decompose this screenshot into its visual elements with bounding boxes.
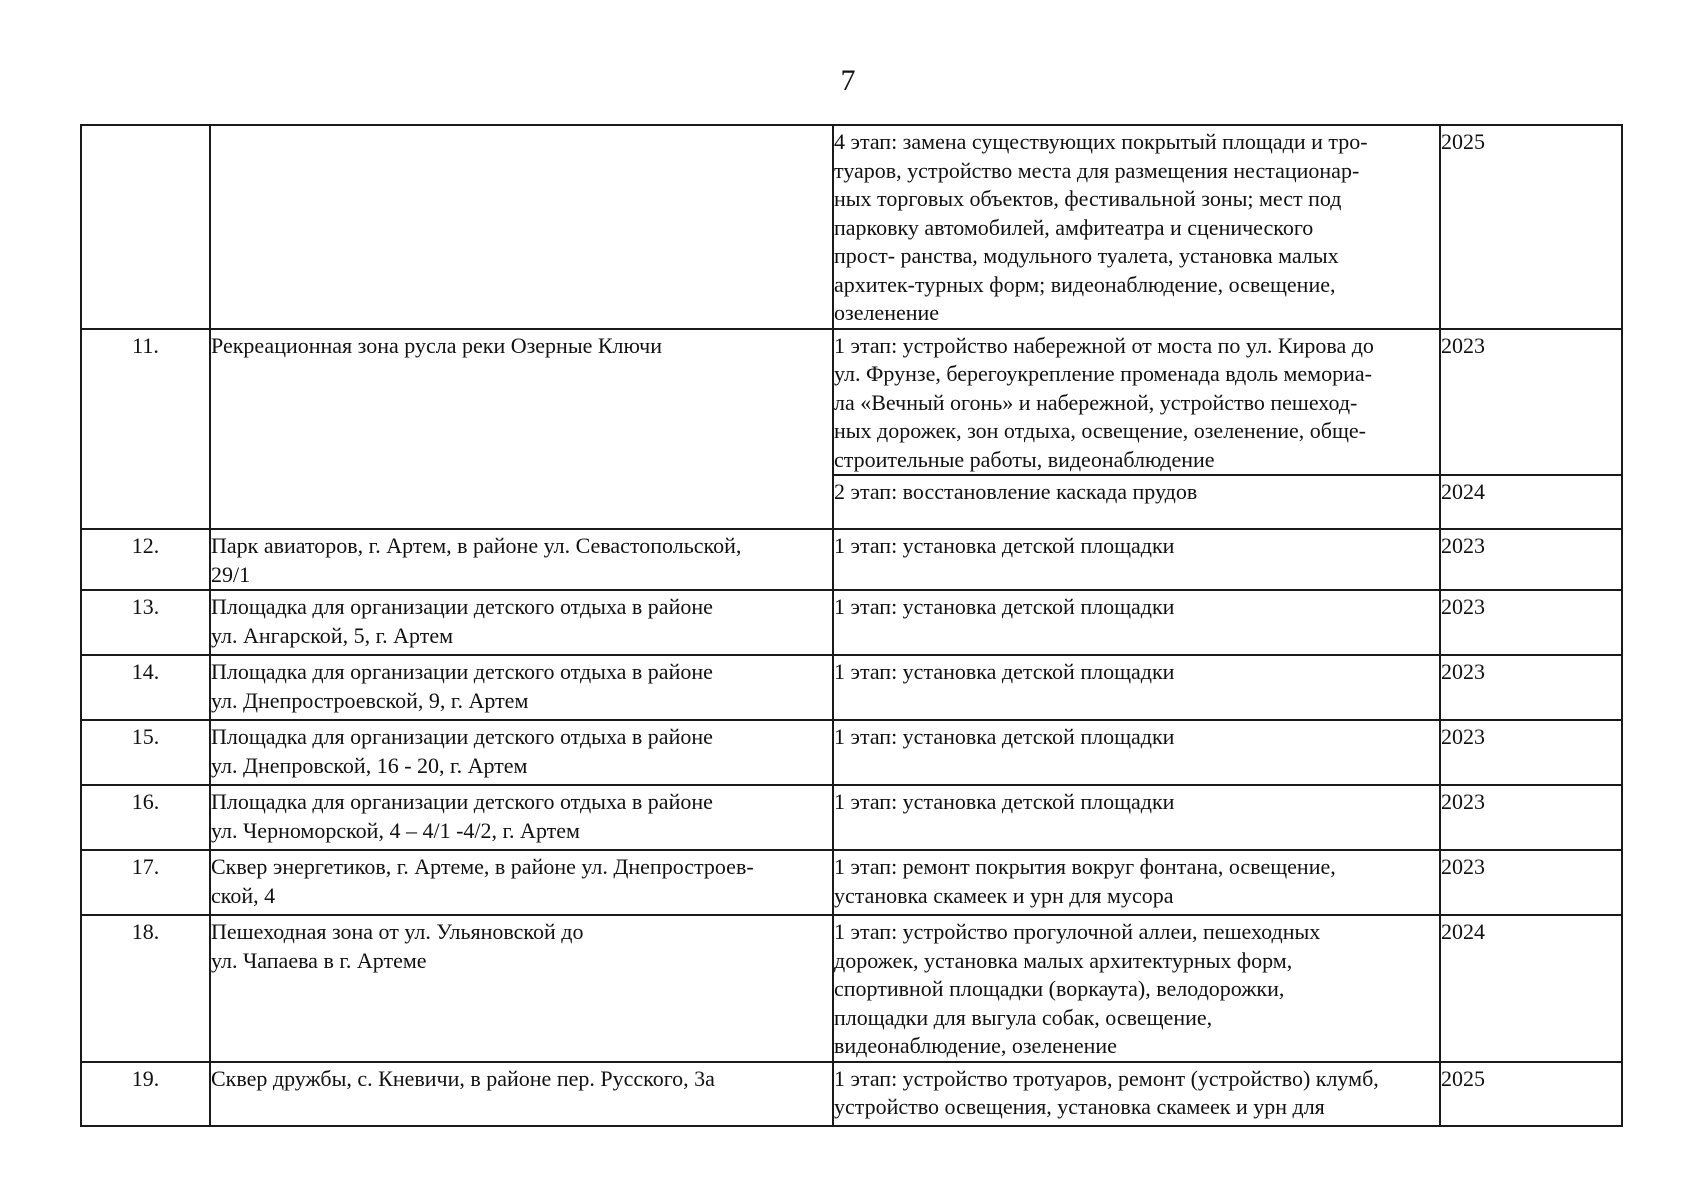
stage-description: 1 этап: установка детской площадки xyxy=(833,529,1440,590)
row-number: 12. xyxy=(81,529,210,590)
object-name: Пешеходная зона от ул. Ульяновской до ул. Чапаева в г. Артеме xyxy=(210,915,833,1062)
row-number: 19. xyxy=(81,1062,210,1126)
stage-year: 2023 xyxy=(1440,655,1622,720)
table-row xyxy=(81,529,1622,590)
row-number: 18. xyxy=(81,915,210,1062)
stage-year: 2023 xyxy=(1440,785,1622,850)
stage-year: 2023 xyxy=(1440,720,1622,785)
object-name: Сквер дружбы, с. Кневичи, в районе пер. Русского, 3а xyxy=(210,1062,833,1126)
object-name: Площадка для организации детского отдыха в районе ул. Днепровской, 16 - 20, г. Артем xyxy=(210,720,833,785)
stage-description: 1 этап: установка детской площадки xyxy=(833,720,1440,785)
stage-description: 1 этап: устройство прогулочной аллеи, пешеходных дорожек, установка малых архитектурных форм, спортивной площадки (воркаута), велодорожки, площадки для выгула собак, освещение, видеонаблюдение, озеленение xyxy=(833,915,1440,1062)
row-number: 15. xyxy=(81,720,210,785)
row-number: 13. xyxy=(81,590,210,655)
object-name: Площадка для организации детского отдыха в районе ул. Днепростроевской, 9, г. Артем xyxy=(210,655,833,720)
table-row xyxy=(81,1062,1622,1126)
object-name xyxy=(210,125,833,329)
row-number: 11. xyxy=(81,329,210,530)
object-name: Площадка для организации детского отдыха в районе ул. Черноморской, 4 – 4/1 -4/2, г. Артем xyxy=(210,785,833,850)
object-name: Сквер энергетиков, г. Артеме, в районе ул. Днепростроев- ской, 4 xyxy=(210,850,833,915)
object-name: Площадка для организации детского отдыха в районе ул. Ангарской, 5, г. Артем xyxy=(210,590,833,655)
row-number: 16. xyxy=(81,785,210,850)
stage-year: 2023 xyxy=(1440,329,1622,476)
row-number: 17. xyxy=(81,850,210,915)
row-number: 14. xyxy=(81,655,210,720)
stage-description: 1 этап: устройство набережной от моста по ул. Кирова до ул. Фрунзе, берегоукрепление променада вдоль мемориа- ла «Вечный огонь» и набережной, устройство пешеход- ных дорожек, зон отдыха, освещение, озеленение, обще- строительные работы, видеонаблюдение xyxy=(833,329,1440,476)
stage-description: 1 этап: установка детской площадки xyxy=(833,590,1440,655)
table-row xyxy=(81,590,1622,655)
improvement-stages-table xyxy=(80,124,1623,1127)
stage-description: 4 этап: замена существующих покрытый площади и тро- туаров, устройство места для размещения нестационар- ных торговых объектов, фестивальной зоны; мест под парковку автомобилей, амфитеатра и сценического прост- ранства, модульного туалета, установка малых архитек-турных форм; видеонаблюдение, освещение, озеленение xyxy=(833,125,1440,329)
stage-year: 2025 xyxy=(1440,1062,1622,1126)
table-row xyxy=(81,329,1622,476)
stage-description: 1 этап: установка детской площадки xyxy=(833,785,1440,850)
stage-description: 1 этап: установка детской площадки xyxy=(833,655,1440,720)
stage-year: 2024 xyxy=(1440,915,1622,1062)
stage-year: 2023 xyxy=(1440,529,1622,590)
table-row xyxy=(81,850,1622,915)
stage-description: 1 этап: ремонт покрытия вокруг фонтана, освещение, установка скамеек и урн для мусора xyxy=(833,850,1440,915)
table-row xyxy=(81,655,1622,720)
stage-year: 2023 xyxy=(1440,850,1622,915)
stage-year: 2025 xyxy=(1440,125,1622,329)
page-number: 7 xyxy=(840,64,856,97)
stage-year: 2023 xyxy=(1440,590,1622,655)
stage-description: 1 этап: устройство тротуаров, ремонт (устройство) клумб, устройство освещения, установка скамеек и урн для xyxy=(833,1062,1440,1126)
table-row xyxy=(81,125,1622,329)
table-row xyxy=(81,785,1622,850)
table-row xyxy=(81,720,1622,785)
stage-year: 2024 xyxy=(1440,475,1622,529)
stage-description: 2 этап: восстановление каскада прудов xyxy=(833,475,1440,529)
table-row xyxy=(81,915,1622,1062)
row-number xyxy=(81,125,210,329)
object-name: Рекреационная зона русла реки Озерные Ключи xyxy=(210,329,833,530)
object-name: Парк авиаторов, г. Артем, в районе ул. Севастопольской, 29/1 xyxy=(210,529,833,590)
